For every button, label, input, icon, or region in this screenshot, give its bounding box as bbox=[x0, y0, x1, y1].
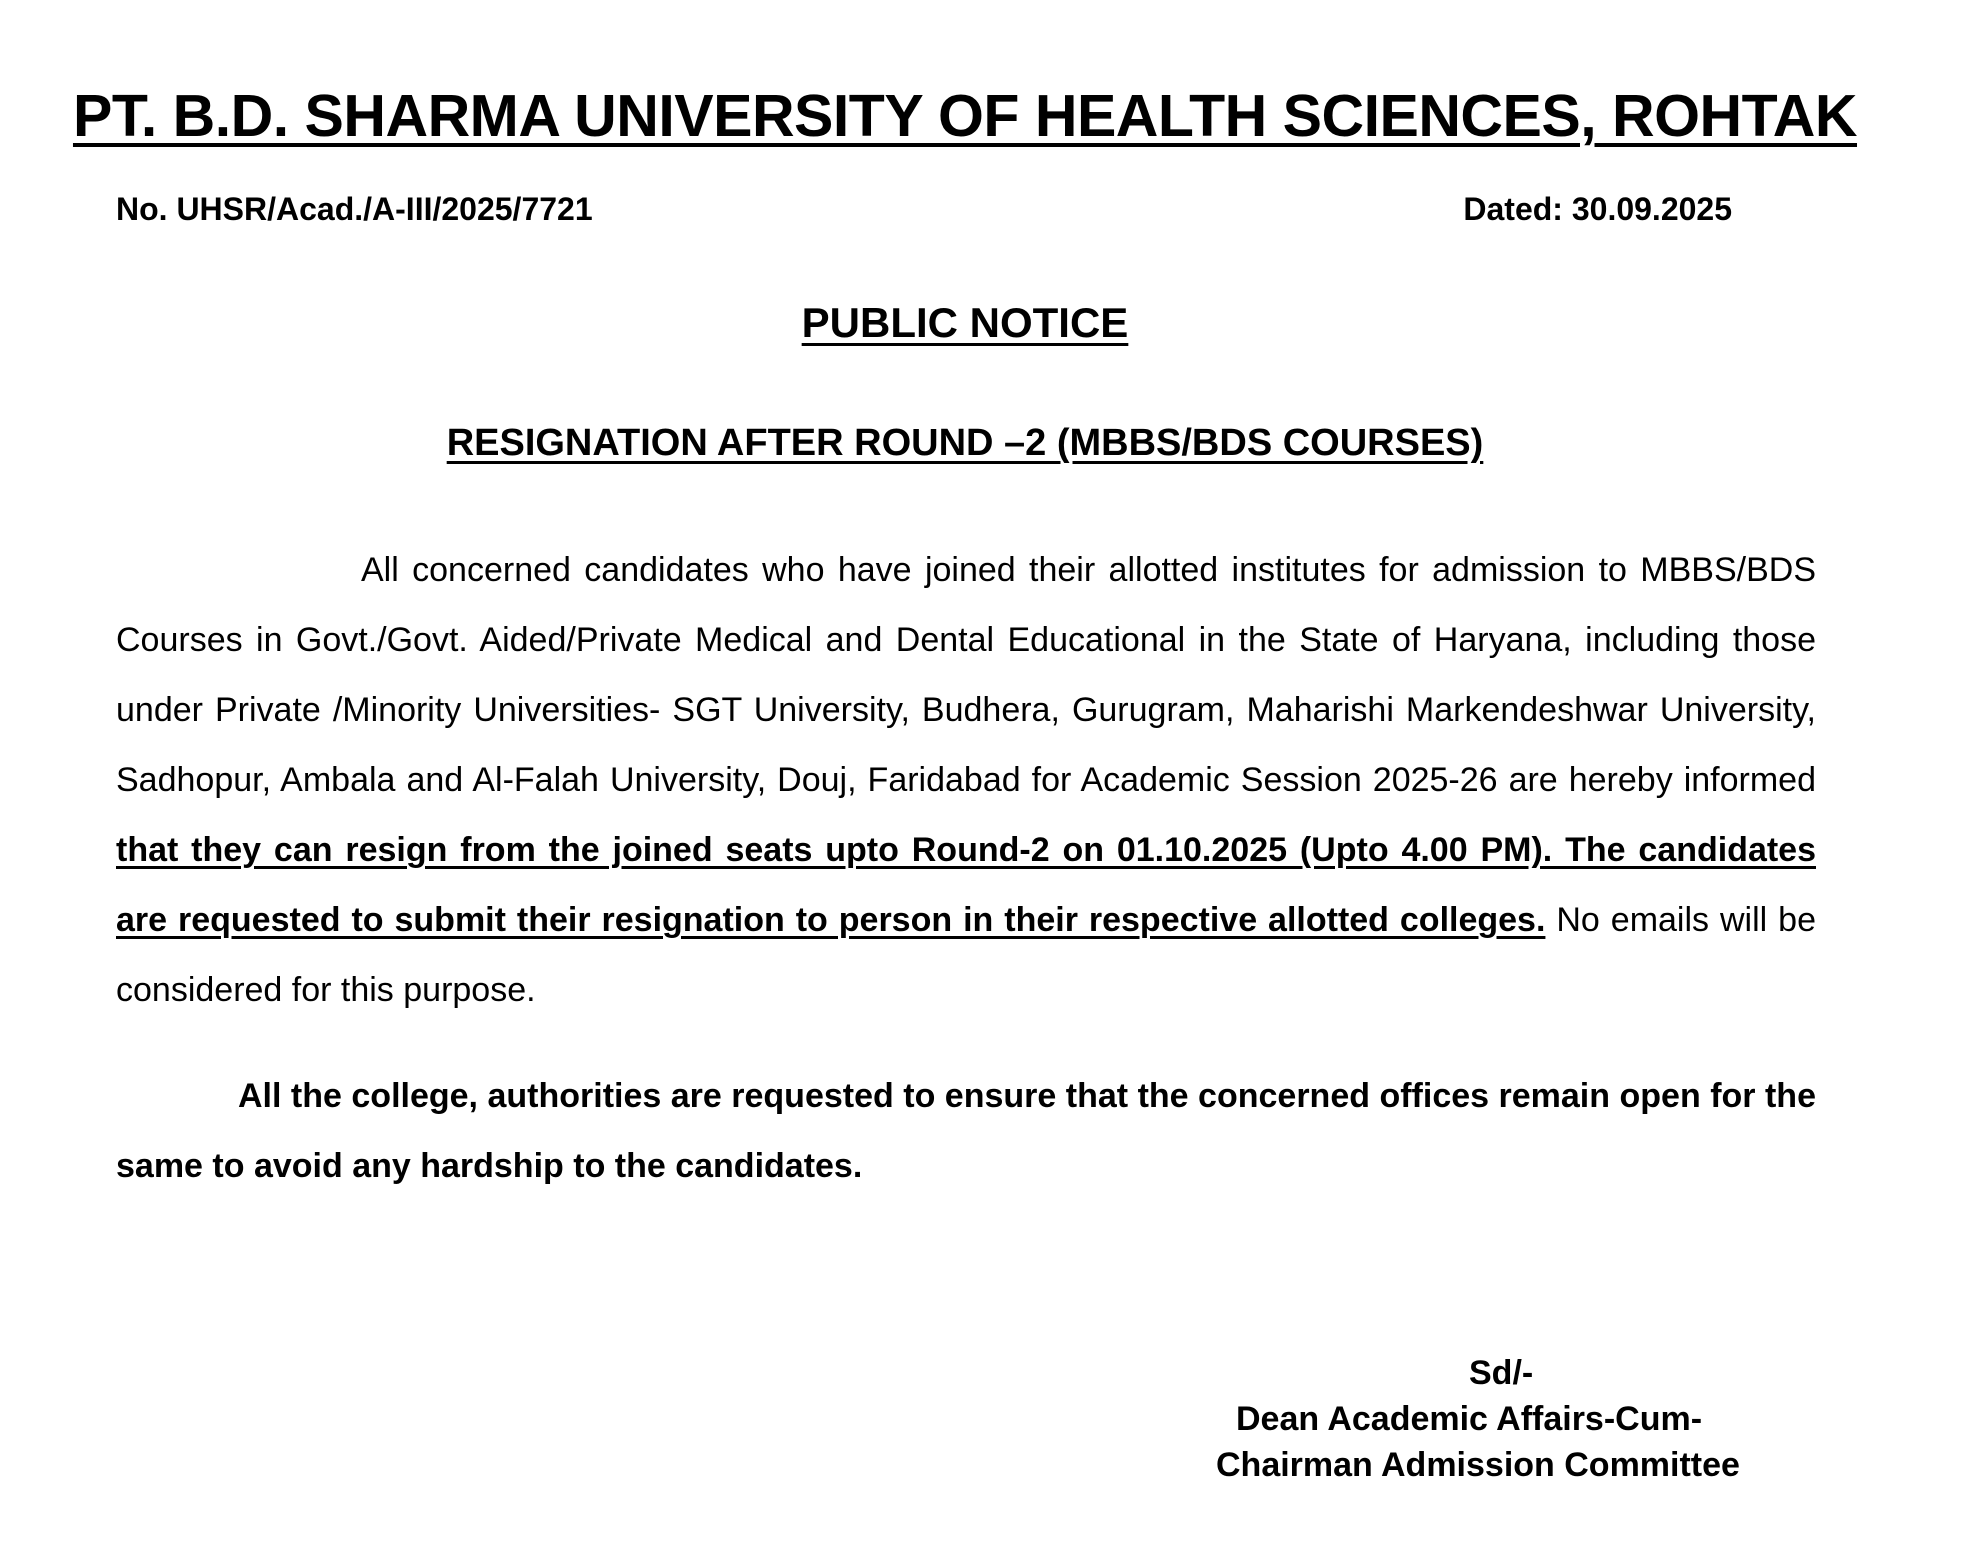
signature-block bbox=[1180, 1350, 1780, 1488]
notice-subject bbox=[0, 422, 1930, 465]
notice-heading bbox=[0, 299, 1930, 347]
notice-date: Dated: 30.09.2025 bbox=[1463, 191, 1732, 227]
paragraph-1-emphasis: that they can resign from the joined seats upto Round-2 on 01.10.2025 (Upto 4.00 PM). The candidates are requested to submit their resignation to person in their respective allotted colleges. bbox=[116, 831, 1816, 939]
notice-subject-text: RESIGNATION AFTER ROUND –2 (MBBS/BDS COURSES) bbox=[446, 422, 1484, 464]
university-title-text: PT. B.D. SHARMA UNIVERSITY OF HEALTH SCIENCES, ROHTAK bbox=[72, 83, 1858, 149]
signature-designation-2: Chairman Admission Committee bbox=[1216, 1446, 1740, 1484]
reference-number: No. UHSR/Acad./A-III/2025/7721 bbox=[116, 191, 593, 227]
paragraph-1-closing: No emails will be considered for this purpose. bbox=[116, 901, 1816, 1009]
notice-paragraph-1 bbox=[116, 535, 1816, 1025]
signature-designation-1: Dean Academic Affairs-Cum- bbox=[1236, 1400, 1703, 1438]
paragraph-1-intro: All concerned candidates who have joined their allotted institutes for admission to MBBS/BDS Courses in Govt./Govt. Aided/Private Medical and Dental Educational in the State of Haryana, including those under Private /Minority Universities- SGT University, Budhera, Gurugram, Maharishi Markendeshwar University, Sadhopur, Ambala and Al-Falah University, Douj, Faridabad for Academic Session 2025-26 are hereby informed bbox=[116, 551, 1816, 799]
university-title bbox=[0, 82, 1930, 150]
notice-heading-text: PUBLIC NOTICE bbox=[801, 299, 1129, 346]
notice-paragraph-2: All the college, authorities are requested to ensure that the concerned offices remain open for the same to avoid any hardship to the candidates. bbox=[116, 1077, 1816, 1185]
signature-sd: Sd/- bbox=[1469, 1354, 1534, 1392]
